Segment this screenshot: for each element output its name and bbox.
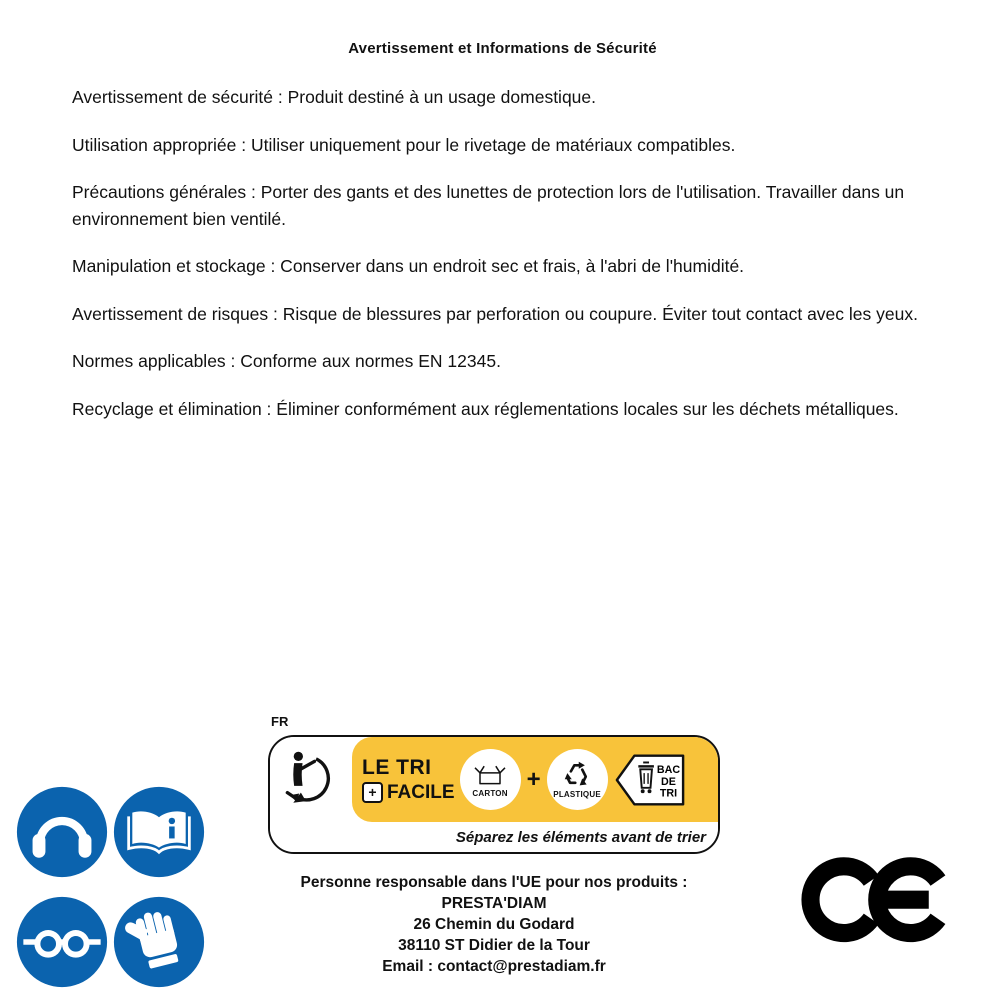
protective-gloves-icon [113, 896, 205, 988]
company-name: PRESTA'DIAM [441, 895, 547, 912]
carton-label: CARTON [472, 788, 508, 798]
mandatory-pictograms [16, 786, 205, 988]
sorting-info-banner [268, 735, 720, 854]
safety-paragraphs [72, 84, 942, 443]
tri-label: TRI [659, 787, 677, 800]
read-manual-icon [113, 786, 205, 878]
carton-circle [460, 749, 521, 810]
plus-box-icon: + [362, 782, 383, 803]
eu-responsible-block [238, 872, 750, 977]
paragraph-risk-warning: Avertissement de risques : Risque de blessures par perforation ou coupure. Éviter tout contact avec les yeux. [72, 303, 918, 324]
responsible-line: Personne responsable dans l'UE pour nos produits : [300, 874, 688, 891]
paragraph-applicable-standards: Normes applicables : Conforme aux normes EN 12345. [72, 351, 501, 371]
city-line: 38110 ST Didier de la Tour [398, 937, 590, 954]
carton-box-icon [473, 762, 507, 787]
paragraph-safety-warning: Avertissement de sécurité : Produit destiné à un usage domestique. [72, 87, 597, 107]
le-tri-facile-block [362, 757, 455, 803]
plastic-recycle-icon [561, 760, 593, 788]
le-tri-label: LE TRI [362, 755, 432, 779]
triman-wrap [270, 737, 352, 822]
banner-main [270, 737, 718, 822]
triman-icon [284, 747, 338, 813]
facile-label: FACILE [387, 781, 455, 803]
eye-protection-icon [16, 896, 108, 988]
ce-mark-wrap [800, 852, 955, 952]
paragraph-appropriate-use: Utilisation appropriée : Utiliser uniquement pour le rivetage de matériaux compatibles. [72, 134, 736, 155]
ear-protection-icon [16, 786, 108, 878]
bac-label: BAC [656, 763, 680, 776]
paragraph-recycling-disposal: Recyclage et élimination : Éliminer conformément aux réglementations locales sur les déchets métalliques. [72, 398, 899, 419]
plastique-label: PLASTIQUE [553, 790, 601, 799]
de-label: DE [660, 775, 676, 788]
page-title: Avertissement et Informations de Sécurité [348, 40, 657, 58]
street-line: 26 Chemin du Godard [413, 916, 575, 933]
ce-mark-icon [800, 852, 955, 947]
yellow-sorting-zone [352, 737, 718, 822]
paragraph-handling-storage: Manipulation et stockage : Conserver dans un endroit sec et frais, à l'abri de l'humidité. [72, 256, 745, 276]
bac-de-tri-pennant [613, 750, 687, 810]
plastique-circle [547, 749, 608, 810]
paragraph-general-precautions: Précautions générales : Porter des gants et des lunettes de protection lors de l'utilisation. Travailler dans un environnement bien ventilé. [72, 182, 905, 229]
banner-footer-note: Séparez les éléments avant de trier [270, 822, 718, 852]
fr-country-label: FR [271, 714, 289, 729]
email-line: Email : contact@prestadiam.fr [382, 958, 606, 975]
plus-separator: + [526, 765, 541, 793]
facile-row [362, 782, 455, 803]
